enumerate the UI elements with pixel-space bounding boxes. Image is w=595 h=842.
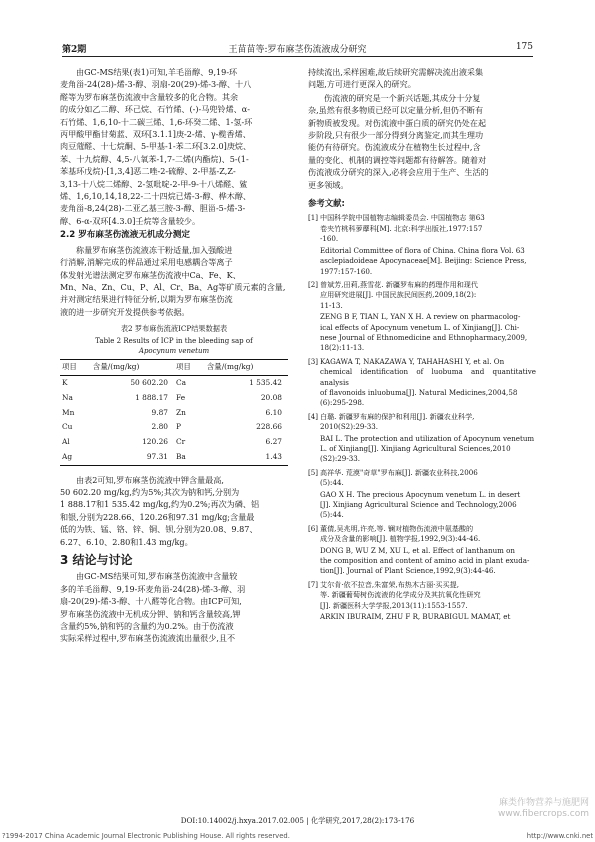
content-value-cell: 1 535.42 — [249, 378, 282, 388]
footer-separator: | — [306, 816, 311, 825]
content-value-cell: 120.26 — [142, 437, 168, 447]
reference-item — [308, 280, 536, 354]
left-column — [60, 66, 288, 646]
element-name-cell: Zn — [175, 407, 186, 417]
table-row — [60, 435, 288, 450]
reference-number: [1] — [308, 213, 319, 223]
element-name-cell: Cu — [62, 422, 73, 432]
icp-results-paragraph: 由表2可知,罗布麻茎伤流液中钾含量最高, 50 602.20 mg/kg,约为5%;其次为钠和钙,分别为 1 888.17和1 535.42 mg/kg,约为0.2%;再次为磷、铝 和银,分别为228.66、120.26和97.31 mg/kg;含量最 低的为铁、锰、铬、锌、铜、钡,分别为20.08、9.87、 6.27、6.10、2.80和1.43 mg/kg。 — [60, 474, 260, 547]
icp-results-table — [60, 359, 288, 465]
table-row — [60, 420, 288, 435]
reference-english: KAGAWA T, NAKAZAWA Y, TAHAHASHI Y, et al. On chemical identification of luobuma and quantitative analysis of flavonoids inluobuma[J]. Natural Medicines,2004,58 (6):295-298. — [320, 356, 536, 408]
copyright-bar — [2, 832, 593, 840]
reference-chinese: 艾尔肯·依不拉音,朱富荣,布热木古丽·买买提, 等. 新疆葡萄树伤流液的化学成分及其抗氧化性研究 [J]. 新疆医科大学学报,2013(11):1553-1557. — [320, 579, 481, 610]
element-name-cell: Ba — [175, 452, 186, 461]
element-name-cell: Al — [62, 437, 70, 447]
content-value-cell: 6.27 — [265, 437, 282, 447]
reference-english: ZENG B F, TIAN L, YAN X H. A review on pharmacolog- ical effects of Apocynum venetum L. of Xinjiang[J]. Chi- nese Journal of Ethnomedicine and Ethnopharmacy,2009, 18(2):11-13. — [320, 312, 528, 353]
reference-item — [308, 213, 536, 276]
table-body — [60, 375, 288, 465]
table-caption: 表2 罗布麻伤流液ICP结果数据表 — [120, 324, 228, 334]
element-name-cell: Fe — [175, 392, 186, 402]
journal-citation: 化学研究,2017,28(2):173-176 — [310, 816, 415, 825]
reference-number: [6] — [308, 523, 319, 533]
reference-chinese: 董倩,吴兆明,许亮,等. 镧对植物伤流液中氨基酸的 成分及含量的影响[J]. 植物学报,1992,9(3):44-46. — [320, 523, 481, 544]
reference-english: DONG B, WU Z M, XU L, et al. Effect of lanthanum on the composition and content of amino acid in plant exuda- tion[J]. Journal of Plant Science,1992,9(3):44-46. — [320, 545, 530, 576]
reference-chinese: 白璐. 新疆罗布麻的保护和利用[J]. 新疆农业科学, 2010(S2):29-33. — [320, 411, 475, 432]
reference-number: [2] — [308, 279, 319, 289]
running-header — [62, 40, 533, 57]
element-name-cell: Na — [62, 392, 73, 402]
reference-chinese: 曾斌芳,田莉,燕雪花. 新疆罗布麻的药理作用和现代 应用研究进展[J]. 中国民族民间医药,2009,18(2): 11-13. — [320, 279, 478, 310]
copyright-notice: ?1994-2017 China Academic Journal Electronic Publishing House. All rights reserved. — [2, 832, 290, 840]
icp-method-paragraph: 称量罗布麻茎伤流液冻干粉适量,加入强酸进 行消解,消解完成的样品通过采用电感耦合等离子 体发射光谱法测定罗布麻茎伤流液中Ca、Fe、K、 Mn、Na、Zn、Cu、P、Al、Cr、Ba、Ag等矿质元素的含量, 并对测定结果进行特征分析,以期为罗布麻茎伤流 液的进一步研究开发提供参考依据。 — [60, 244, 286, 317]
table-caption-en-2: Apocynum venetum — [138, 347, 210, 356]
content-value-cell: 6.10 — [265, 407, 282, 417]
watermark-line-1: 麻类作物营养与施肥网 — [498, 798, 589, 808]
page-number: 175 — [515, 42, 533, 52]
reference-number: [5] — [308, 467, 319, 477]
content-value-cell: 97.31 — [146, 452, 168, 461]
content-value-cell: 228.66 — [256, 422, 282, 432]
issue-number: 第2期 — [62, 45, 87, 55]
table-row — [60, 375, 288, 390]
reference-item — [308, 524, 536, 577]
reference-chinese: 中国科学院中国植物志编辑委员会. 中国植物志 第63 卷夹竹桃科萝藦科[M]. 北京:科学出版社,1977:157 -160. — [320, 213, 485, 244]
table-header-cell: 项目 — [62, 362, 77, 372]
table-row — [60, 450, 288, 465]
reference-item — [308, 357, 536, 409]
table-header-row — [60, 360, 288, 376]
content-value-cell: 1.43 — [265, 452, 282, 461]
element-name-cell: P — [175, 422, 181, 432]
reference-english: BAI L. The protection and utilization of Apocynum venetum L. of Xinjiang[J]. Xinjiang Agricultural Sciences,2010 (S2):29-33. — [320, 433, 535, 464]
gcms-results-paragraph: 由GC-MS结果(表1)可知,羊毛甾醇、9,19-环 麦角甾-24(28)-烯-3-醇、羽扇-20(29)-烯-3-醇、十八 醛等为罗布麻茎伤流液中含量较多的化合物。其余 的成分如乙二醇、环己烷、石竹烯、(-)-马兜铃烯、α- 石竹烯、1,6,10-十二碳三烯、1,6-环癸二烯、1-氢-环 丙甲酸甲酯甘菊蓝、双环[3.1.1]庚-2-烯、γ-榄香烯、 肉豆蔻醛、十七烷酮、5-甲基-1-苯二环[3.2.0]庚烷、 苯、十九烷醇、4,5-八氧苯-1,7-二烯(内酯烷)、5-(1- 苯基环戊烷)-[1,3,4]恶二唑-2-硫醇、2-甲基-Z,Z- 3,13-十八烷二烯醇、2-氢吡啶-2-甲-9-十八烯醛、鲨 烯、1,6,10,14,18,22-二十四烷已烯-3-醇、桦木醇、 麦角甾-8,24(28)-二亚乙基三胺-3-醇、胆甾-5-烯-3- 醇、6-α-双环[4.3.0]壬烷等含量较少。 — [60, 67, 253, 226]
section-3-heading: 3 结论与讨论 — [60, 553, 133, 568]
content-value-cell: 20.08 — [260, 392, 282, 402]
reference-english: GAO X H. The precious Apocynum venetum L. in desert [J]. Xinjiang Agricultural Science and Technology,2006 (5):44. — [320, 489, 521, 520]
element-name-cell: Ag — [62, 452, 73, 461]
table-header-cell: 项目 — [175, 362, 191, 372]
element-name-cell: Mn — [62, 407, 75, 417]
reference-list — [308, 213, 536, 622]
reference-item — [308, 580, 536, 623]
reference-item — [308, 468, 536, 521]
right-column — [308, 66, 536, 626]
reference-number: [7] — [308, 579, 319, 589]
cnki-link[interactable]: http://www.cnki.net — [526, 832, 593, 840]
table-header-cell: 含量/(mg/kg) — [206, 362, 254, 372]
content-value-cell: 2.80 — [151, 422, 168, 432]
conclusion-continued-paragraph: 持续流出,采样困难,故后续研究需解决流出液采集 问题,方可进行更深入的研究。 — [308, 67, 484, 90]
reference-english: ARKIN IBURAIM, ZHU F R, BURABIGUL MAMAT, et — [320, 612, 511, 622]
conclusion-paragraph: 由GC-MS结果可知,罗布麻茎伤流液中含量较 多的羊毛甾醇、9,19-环麦角甾-24(28)-烯-3-醇、羽 扇-20(29)-烯-3-醇、十八醛等化合物。由ICP可知, 罗布麻茎伤流液中无机成分钾、钠和钙含量较高,钾 含量约5%,钠和钙的含量约为0.2%。由于伤流液 实际采样过程中,罗布麻茎伤流液流出量很少,且不 — [60, 571, 246, 644]
content-value-cell: 50 602.20 — [130, 378, 168, 388]
doi-text: DOI:10.14002/j.hxya.2017.02.005 — [180, 816, 304, 825]
table-row — [60, 391, 288, 406]
reference-number: [4] — [308, 411, 319, 421]
references-heading: 参考文献: — [308, 198, 345, 209]
table-caption-en-1: Table 2 Results of ICP in the bleeding sap of — [95, 337, 253, 346]
reference-item — [308, 412, 536, 465]
section-2-2-heading: 2.2 罗布麻茎伤流液无机成分测定 — [60, 230, 190, 241]
discussion-paragraph: 伤流液的研究是一个新兴话题,其成分十分复 杂,虽然有很多物质已经可以定量分析,但仍不断有 新物质被发现。对伤流液中蛋白质的研究仍处在起 步阶段,只有很少一部分得到分离鉴定,而其生理功 能仍有待研究。伤流液成分在植物生长过程中,含 量的变化、机制的调控等问题都有待解答。随着对 伤流液成分研究的深入,必将会应用于生产、生活的 更多领域。 — [308, 92, 489, 190]
element-name-cell: Cr — [175, 437, 186, 447]
reference-number: [3] — [308, 356, 319, 366]
page-footer — [0, 816, 595, 826]
table-header-cell: 含量/(mg/kg) — [92, 362, 140, 372]
reference-chinese: 高祥华. 荒漠"奇草"罗布麻[J]. 新疆农业科技,2006 (5):44. — [320, 467, 478, 488]
element-name-cell: K — [62, 378, 68, 388]
element-name-cell: Ca — [175, 378, 187, 388]
reference-english: Editorial Committee of flora of China. China flora Vol. 63 asclepiadoideae Apocynaceae[M]. Beijing: Science Press, 1977:157-160. — [320, 245, 527, 276]
table-row — [60, 405, 288, 420]
watermark-line-2: www.fibercrops.com — [498, 809, 589, 819]
running-title: 王苗苗等:罗布麻茎伤流液成分研究 — [228, 45, 367, 55]
content-value-cell: 9.87 — [151, 407, 168, 417]
content-value-cell: 1 888.17 — [135, 392, 168, 402]
